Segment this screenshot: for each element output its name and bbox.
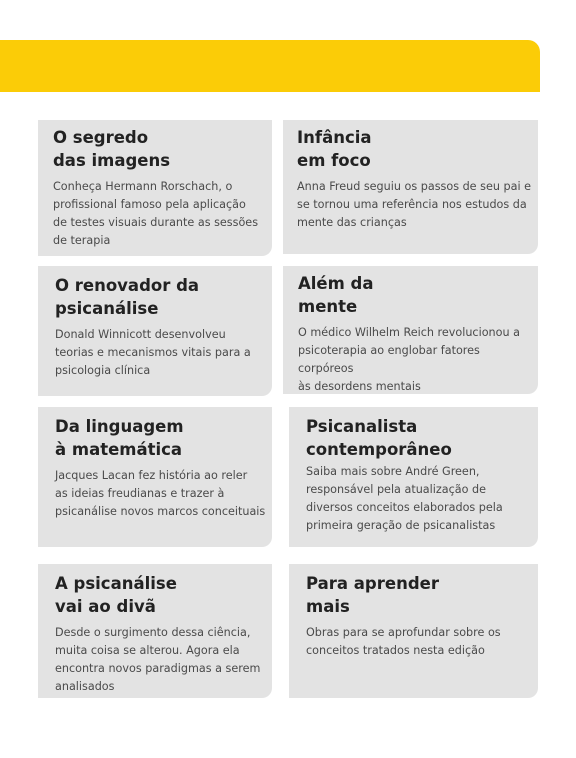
card-description: Jacques Lacan fez história ao reler as ideias freudianas e trazer à psicanálise novos marcos conceituais [55, 469, 266, 518]
card-description: Anna Freud seguiu os passos de seu pai e se tornou uma referência nos estudos da mente das crianças [297, 180, 531, 229]
article-card-anna-freud[interactable] [283, 120, 538, 254]
card-title: O renovador da psicanálise [55, 276, 200, 318]
card-description: O médico Wilhelm Reich revolucionou a psicoterapia ao englobar fatores corpóreos às desordens mentais [298, 326, 520, 393]
card-description: Saiba mais sobre André Green, responsável pela atualização de diversos conceitos elaborados pela primeira geração de psicanalistas [306, 465, 503, 532]
article-card-para-aprender-mais[interactable] [289, 564, 538, 698]
card-description: Desde o surgimento dessa ciência, muita coisa se alterou. Agora ela encontra novos paradigmas a serem analisados [55, 626, 261, 693]
card-title: Para aprender mais [306, 574, 439, 616]
article-card-psicanalise-diva[interactable] [38, 564, 272, 698]
card-title: Infância em foco [297, 128, 372, 170]
yellow-header-banner [0, 40, 540, 92]
article-card-lacan[interactable] [38, 407, 272, 547]
card-title: A psicanálise vai ao divã [55, 574, 177, 616]
article-card-rorschach[interactable] [38, 120, 272, 256]
card-title: O segredo das imagens [53, 128, 171, 170]
card-description: Donald Winnicott desenvolveu teorias e mecanismos vitais para a psicologia clínica [55, 328, 251, 377]
card-title: Psicanalista contemporâneo [306, 417, 452, 459]
article-card-winnicott[interactable] [38, 266, 272, 396]
card-title: Da linguagem à matemática [55, 417, 184, 459]
article-card-andre-green[interactable] [289, 407, 538, 547]
card-description: Conheça Hermann Rorschach, o profissional famoso pela aplicação de testes visuais durante as sessões de terapia [53, 180, 259, 247]
card-title: Além da mente [298, 274, 374, 316]
card-description: Obras para se aprofundar sobre os conceitos tratados nesta edição [306, 626, 501, 657]
article-card-reich[interactable] [283, 266, 538, 394]
